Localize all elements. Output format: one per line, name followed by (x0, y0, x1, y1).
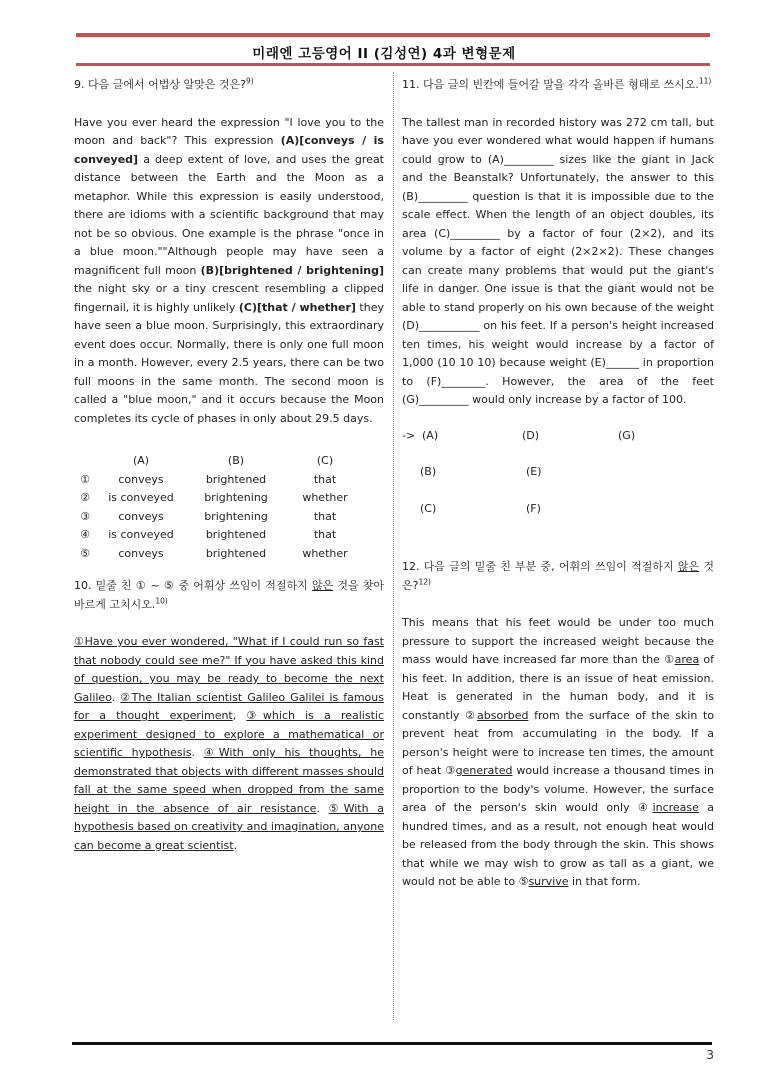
answer-label-a[interactable]: (A) (422, 428, 439, 442)
answer-label-f[interactable]: (F) (526, 501, 541, 515)
answer-label-c[interactable]: (C) (420, 501, 437, 515)
q12-text-6: in that form. (568, 875, 641, 888)
q9-title-text: 9. 다음 글에서 어법상 알맞은 것은? (74, 78, 246, 91)
option-number: ② (80, 491, 90, 504)
q10-sentence-3: ③which is a realistic experiment designed to explore a mathematical or scientific hypothesis (74, 709, 384, 759)
q10-punct: . (316, 801, 329, 815)
q12-word-4: increase (652, 801, 699, 814)
option-c: whether (302, 491, 348, 504)
q10-sentence-1: ①Have you ever wondered, "What if I could run so fast that nobody could see me?" If you have asked this kind of question, you may be ready to become the next Galileo (74, 635, 384, 704)
option-b: brightened (205, 472, 267, 486)
option-c: whether (302, 546, 348, 560)
q12-footnote-ref: 12) (418, 576, 431, 586)
q9-option-row[interactable] (74, 489, 364, 508)
q9-option-row[interactable] (74, 471, 364, 490)
q11-answer-row-2 (402, 463, 714, 482)
answer-label-b[interactable]: (B) (420, 465, 437, 478)
option-b: brightening (204, 509, 268, 523)
q12-title-text-b: 것은? (402, 560, 715, 592)
q10-title-text-b: 것을 찾아 바르게 고치시오. (74, 579, 384, 611)
q9-text-2: a deep extent of love, and uses the great distance between the Earth and the Moon as a metaphor. While this expression is easily understood, there are idioms with a scientific background that may not be so obvious. One example is the phrase "once in a blue moon.""Although people may have seen a magnificent full moon (74, 152, 384, 277)
q9-option-row[interactable] (74, 508, 364, 527)
option-c: that (313, 472, 337, 486)
q12-marker-1: ① (664, 653, 675, 666)
header-rule-top (76, 33, 710, 37)
column-divider (393, 72, 394, 1020)
q10-passage (74, 633, 384, 855)
q10-title-text-a: 10. 밑줄 친 ① ~ ⑤ 중 어휘상 쓰임이 적절하지 (74, 579, 312, 592)
answer-label-d[interactable]: (D) (522, 428, 540, 442)
q12-title (402, 558, 714, 595)
option-number: ⑤ (80, 546, 90, 560)
q10-punct: . (191, 746, 204, 759)
q11-answer-area (402, 427, 714, 519)
q10-footnote-ref: 10) (155, 595, 168, 605)
q10-punct: . (233, 838, 238, 852)
q9-title (74, 76, 384, 95)
right-column (402, 76, 714, 892)
q10-title (74, 577, 384, 614)
q11-title-text: 11. 다음 글의 빈칸에 들어갈 말을 각각 올바른 형태로 쓰시오. (402, 78, 699, 91)
q9-text-4: they have seen a blue moon. Surprisingly, this extraordinary event does occur. Normally, there is only one full moon in a month. However, every 2.5 years, there can be two full moons in the same month. The second moon is called a "blue moon," and it occurs because the Moon completes its cycle of phases in only about 29.5 days. (74, 300, 384, 425)
option-b: brightened (205, 528, 267, 541)
option-b: brightened (205, 546, 267, 560)
q12-text-4: would increase a thousand times in proportion to the body's volume. However, the surface area of the person's skin would only (402, 764, 715, 814)
answer-label-e[interactable]: (E) (526, 465, 542, 478)
q10-sentence-4: ④With only his thoughts, he demonstrated that objects with different masses should fall at the same speed when dropped from the same height in the absence of air resistance (74, 746, 384, 815)
q9-header-a: (A) (132, 454, 150, 467)
q10-punct: , (232, 709, 247, 722)
q12-text-5: a hundred times, and as a result, not enough heat would be released from the body through the skin. This shows that while we may wish to grow as tall as a giant, we would not be able to (402, 801, 714, 888)
q10-sentence-5: ⑤With a hypothesis based on creativity and imagination, anyone can become a great scientist (74, 801, 384, 852)
q9-choice-c: (C)[that / whether] (238, 300, 356, 314)
header-rule-bottom (76, 63, 710, 66)
q9-header-b: (B) (227, 454, 245, 467)
option-a: conveys (118, 509, 164, 523)
q12-marker-5: ⑤ (518, 875, 529, 888)
q9-options-table (74, 452, 364, 563)
q9-options-header (74, 452, 364, 471)
q9-header-blank (74, 452, 96, 471)
q9-text-3: the night sky or a tiny crescent resembling a clipped fingernail, it is highly unlikely (74, 282, 384, 314)
footer-rule (72, 1042, 712, 1045)
option-number: ④ (80, 528, 90, 541)
q9-option-row[interactable] (74, 545, 364, 564)
q11-title (402, 76, 714, 95)
option-a: is conveyed (108, 491, 174, 504)
answer-arrow: -> (402, 428, 416, 442)
q12-word-1: area (674, 653, 700, 666)
q9-option-row[interactable] (74, 526, 364, 545)
q11-answer-row-3 (402, 500, 714, 519)
q10-sentence-2: ②The Italian scientist Galileo Galilei is famous for a thought experiment (74, 690, 384, 722)
q12-word-3: generated (455, 764, 513, 777)
q12-marker-3: ③ (445, 764, 456, 777)
q12-word-5: survive (528, 875, 569, 888)
q12-word-2: absorbed (477, 708, 529, 722)
option-a: conveys (118, 546, 164, 560)
q9-choice-b: (B)[brightened / brightening] (200, 263, 384, 277)
q10-title-underlined: 않은 (311, 579, 334, 592)
option-c: that (313, 509, 337, 523)
q9-choice-a: (A)[conveys / is conveyed] (74, 134, 384, 166)
option-a: conveys (118, 472, 164, 486)
q9-passage (74, 114, 384, 429)
q12-text-1: This means that his feet would be under too much pressure to support the increased weight because the mass would have increased far more than the (402, 616, 714, 666)
q11-footnote-ref: 11) (698, 76, 712, 86)
page-title: 미래엔 고등영어 II (김성연) 4과 변형문제 (252, 46, 516, 62)
q9-text-1: Have you ever heard the expression "I love you to the moon and back"? This expression (74, 115, 384, 147)
option-number: ③ (80, 509, 90, 523)
q12-passage (402, 614, 714, 892)
q12-title-underlined: 않은 (677, 560, 700, 573)
q11-answer-row-1 (402, 427, 714, 446)
q9-header-c: (C) (316, 454, 334, 467)
q12-text-2: of his feet. In addition, there is an issue of heat emission. Heat is generated in the human body, and it is constantly (402, 653, 714, 722)
option-b: brightening (204, 491, 268, 504)
option-c: that (313, 528, 337, 541)
q12-marker-2: ② (465, 708, 478, 722)
answer-label-g[interactable]: (G) (618, 428, 636, 442)
q12-marker-4: ④ (637, 801, 653, 814)
q10-punct: . (111, 690, 121, 704)
left-column (74, 76, 384, 855)
page-number: 3 (706, 1048, 714, 1062)
option-a: is conveyed (108, 528, 174, 541)
q12-text-3: from the surface of the skin to prevent heat from accumulating in the body. If a person's height were to increase ten times, the amount of heat (402, 708, 714, 777)
q9-footnote-ref: 9) (245, 76, 254, 86)
q12-title-text-a: 12. 다음 글의 밑줄 친 부분 중, 어휘의 쓰임이 적절하지 (402, 560, 678, 573)
q11-passage: The tallest man in recorded history was 272 cm tall, but have you ever wondered what would happen if humans could grow to (A)_________ sizes like the giant in Jack and the Beanstalk? Unfortunately, the answer to this (B)_________ question is that it is impossible due to the scale effect. When the length of an object doubles, its area (C)_________ by a factor of four (2×2), and its volume by a factor of eight (2×2×2). These changes can create many problems that would put the giant's life in danger. One issue is that the giant would not be able to stand properly on his own because of the weight (D)___________ on his feet. If a person's height increased ten times, his weight would increase by a factor of 1,000 (10 10 10) because weight (E)______ in proportion to (F)________. However, the area of the feet (G)_________ would only increase by a factor of 100. (402, 115, 714, 406)
option-number: ① (80, 472, 90, 486)
